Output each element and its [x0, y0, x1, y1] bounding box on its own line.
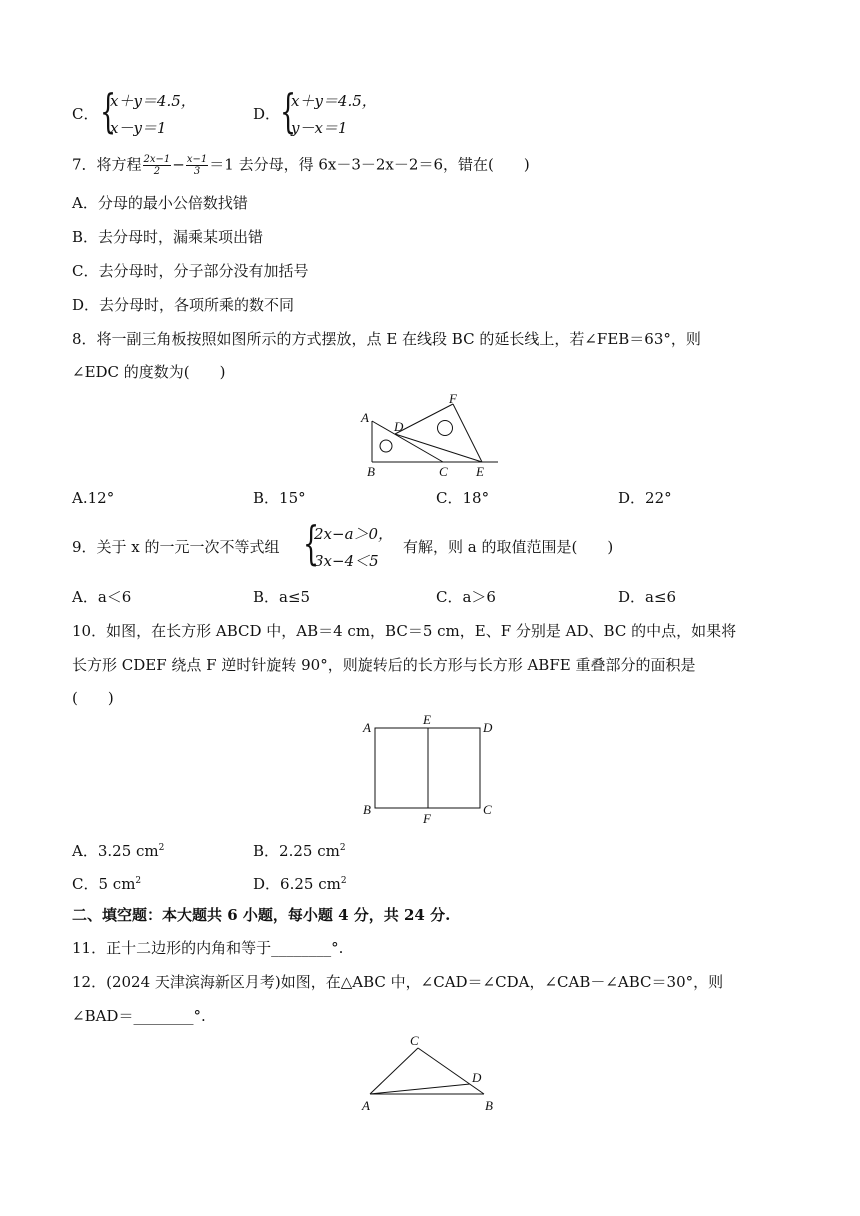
q6-option-d-row2: y－x＝1	[291, 119, 348, 137]
q8-label-c: C	[439, 464, 448, 479]
section-2-heading: 二、填空题：本大题共 6 小题，每小题 4 分，共 24 分.	[72, 906, 451, 924]
q7-option-d: D．去分母时，各项所乘的数不同	[72, 296, 295, 314]
q6-option-c-row2: x－y＝1	[110, 119, 167, 137]
q7-minus: −	[172, 155, 185, 174]
q8-option-b: B．15°	[253, 489, 306, 507]
q10-stem-line3: ( )	[72, 689, 114, 707]
q6-option-c-brace: {	[100, 84, 117, 138]
q10-label-a: A	[363, 720, 371, 735]
q7-prefix: 7．将方程	[72, 155, 142, 174]
q10-stem-line1: 10．如图，在长方形 ABCD 中，AB＝4 cm，BC＝5 cm，E、F 分别是 AD、BC 的中点，如果将	[72, 622, 737, 640]
q10-option-c-text: C．5 cm	[72, 875, 136, 893]
q9-option-a: A．a＜6	[72, 588, 132, 606]
q8-option-d: D．22°	[618, 489, 672, 507]
q8-option-a: A.12°	[72, 489, 115, 507]
q7-fraction-2-num: x−1	[186, 154, 208, 165]
q7-fraction-1-den: 2	[153, 166, 161, 177]
q6-option-d-brace: {	[280, 84, 297, 138]
q8-label-f: F	[449, 391, 457, 406]
q9-option-d: D．a≤6	[618, 588, 677, 606]
q10-option-a-sup: 2	[158, 843, 165, 853]
q8-stem-line1: 8．将一副三角板按照如图所示的方式摆放，点 E 在线段 BC 的延长线上，若∠FEB＝63°，则	[72, 330, 701, 348]
q12-line-ad	[370, 1084, 470, 1094]
q7-option-a: A．分母的最小公倍数找错	[72, 194, 248, 212]
q11-stem: 11．正十二边形的内角和等于________°.	[72, 939, 344, 957]
q6-option-c-label: C．	[72, 105, 99, 123]
q8-line-fe	[453, 404, 482, 462]
q7-fraction-1	[143, 154, 172, 177]
q10-label-f: F	[423, 811, 431, 826]
q12-stem-line2: ∠BAD＝________°.	[72, 1007, 206, 1025]
q10-figure-rectangle	[358, 710, 508, 830]
q9-brace: {	[303, 516, 320, 570]
q10-option-b	[253, 838, 346, 861]
q9-option-b: B．a≤5	[253, 588, 311, 606]
q8-option-c: C．18°	[436, 489, 490, 507]
q8-label-e: E	[476, 464, 484, 479]
q10-option-d	[253, 871, 347, 894]
q12-stem-line1: 12．(2024 天津滨海新区月考)如图，在△ABC 中，∠CAD＝∠CDA，∠CAB－∠ABC＝30°，则	[72, 973, 724, 991]
q7-option-c: C．去分母时，分子部分没有加括号	[72, 262, 309, 280]
q10-label-c: C	[483, 802, 492, 817]
q7-suffix: ＝1 去分母，得 6x－3－2x－2＝6，错在( )	[209, 155, 530, 174]
q12-label-a: A	[362, 1098, 370, 1113]
q10-label-d: D	[483, 720, 493, 735]
q8-figure-triangles	[355, 390, 505, 482]
q10-label-b: B	[363, 802, 371, 817]
q8-label-b: B	[367, 464, 375, 479]
q6-option-d-label: D．	[253, 105, 281, 123]
q6-option-c-row1: x＋y＝4.5，	[110, 92, 196, 110]
q7-option-b: B．去分母时，漏乘某项出错	[72, 228, 264, 246]
q7-fraction-2-den: 3	[193, 166, 201, 177]
q8-line-de	[395, 434, 482, 462]
q10-option-b-sup: 2	[339, 843, 346, 853]
q10-label-e: E	[423, 712, 431, 727]
q10-option-a	[72, 838, 164, 861]
q12-line-ac	[370, 1048, 418, 1094]
q8-hole-large-triangle	[438, 421, 453, 436]
q9-row1: 2x−a＞0，	[314, 525, 394, 543]
q10-option-c	[72, 871, 141, 894]
q7-fraction-1-num: 2x−1	[143, 154, 171, 165]
q9-option-c: C．a＞6	[436, 588, 496, 606]
q7-stem	[72, 154, 530, 177]
q9-prefix: 9．关于 x 的一元一次不等式组	[72, 538, 280, 556]
q7-fraction-2	[186, 154, 208, 177]
q8-label-a: A	[361, 410, 369, 425]
q8-line-df	[395, 404, 453, 434]
q9-suffix: 有解，则 a 的取值范围是( )	[403, 538, 614, 556]
q8-stem-line2: ∠EDC 的度数为( )	[72, 363, 226, 381]
q12-label-c: C	[410, 1033, 419, 1048]
q12-label-b: B	[485, 1098, 493, 1113]
q10-option-a-text: A．3.25 cm	[72, 842, 159, 860]
q8-label-d: D	[394, 419, 404, 434]
q9-row2: 3x−4＜5	[314, 552, 379, 570]
q10-option-d-text: D．6.25 cm	[253, 875, 341, 893]
q10-option-b-text: B．2.25 cm	[253, 842, 340, 860]
q6-option-d-row1: x＋y＝4.5，	[291, 92, 377, 110]
q10-option-c-sup: 2	[135, 876, 142, 886]
q10-stem-line2: 长方形 CDEF 绕点 F 逆时针旋转 90°，则旋转后的长方形与长方形 ABFE 重叠部分的面积是	[72, 656, 696, 674]
q8-hole-small-triangle	[380, 440, 392, 452]
q12-figure-triangle	[358, 1030, 508, 1120]
q10-option-d-sup: 2	[340, 876, 347, 886]
q12-label-d: D	[472, 1070, 482, 1085]
